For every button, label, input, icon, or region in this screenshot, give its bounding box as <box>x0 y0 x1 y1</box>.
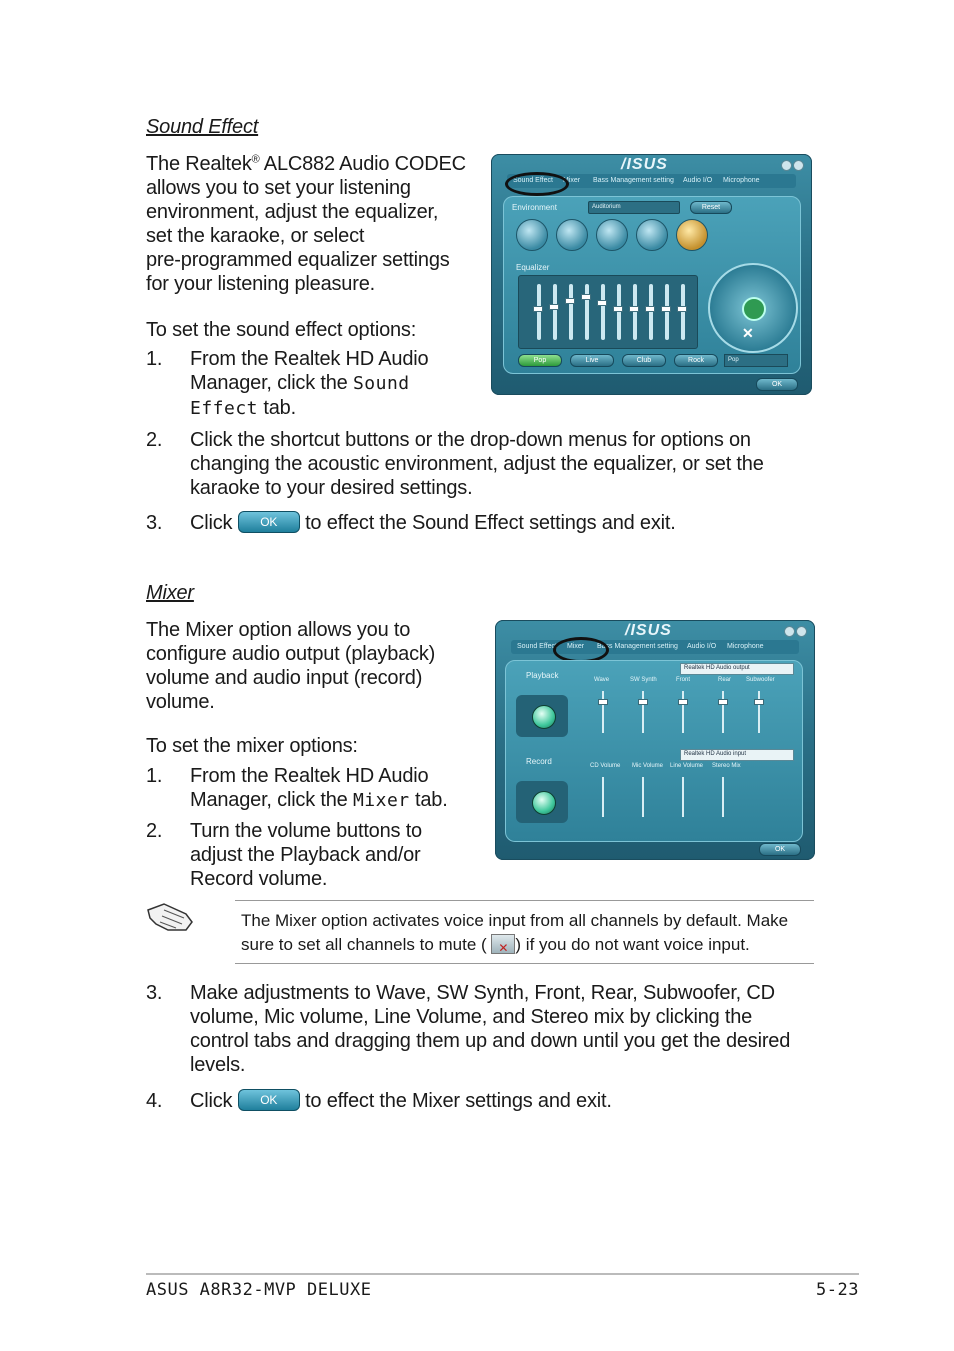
equalizer-panel <box>518 275 698 349</box>
mixer-step3-line: volume, Mic volume, Line Volume, and Stereo mix by clicking the <box>190 1006 753 1028</box>
environment-icon <box>556 219 588 251</box>
mixer-intro-line: The Mixer option allows you to <box>146 619 411 641</box>
note-line-2-prefix: sure to set all channels to mute ( <box>241 935 487 954</box>
asus-logo: /ISUS <box>625 622 672 639</box>
eq-knob <box>677 306 687 312</box>
eq-knob <box>597 300 607 306</box>
fader <box>758 691 760 733</box>
mixer-step3-line: levels. <box>190 1054 246 1076</box>
note-box <box>235 900 814 964</box>
channel-sw-synth: SW Synth <box>630 677 657 683</box>
eq-knob <box>661 306 671 312</box>
channel-wave: Wave <box>594 677 610 683</box>
step4-suffix: to effect the Mixer settings and exit. <box>305 1090 612 1112</box>
eq-knob <box>581 294 591 300</box>
environment-icon <box>596 219 628 251</box>
preset-club-button: Club <box>622 354 666 367</box>
mixer-step2-line: Turn the volume buttons to <box>190 820 422 842</box>
preset-dropdown <box>724 354 788 367</box>
channel-cd-volume: CD Volume <box>590 763 621 769</box>
fader-knob <box>718 699 728 705</box>
sound-effect-screenshot <box>491 154 812 395</box>
fader-knob <box>598 699 608 705</box>
fader-knob <box>638 699 648 705</box>
minimize-icon <box>781 160 792 171</box>
record-volume-knob <box>532 791 556 815</box>
sound-effect-step-3 <box>0 511 954 537</box>
channel-rear: Rear <box>718 677 732 683</box>
tab-audio-io: Audio I/O <box>687 643 717 650</box>
intro-prefix: The Realtek <box>146 153 252 175</box>
environment-label: Environment <box>512 203 557 212</box>
step1-line2: Manager, click the <box>190 372 353 394</box>
note-text <box>241 909 788 957</box>
step3-prefix: Click <box>190 512 233 534</box>
eq-slider <box>537 284 541 340</box>
karaoke-dial <box>708 263 798 353</box>
ok-button-image: OK <box>238 511 300 533</box>
fader <box>682 691 684 733</box>
playback-label: Playback <box>526 671 559 680</box>
fader-knob <box>754 699 764 705</box>
step-number: 1. <box>146 765 163 787</box>
tab-mixer: Mixer <box>567 643 585 650</box>
minimize-icon <box>784 626 795 637</box>
mixer-set-options: To set the mixer options: <box>146 735 358 757</box>
playback-device-dropdown <box>680 663 794 675</box>
tab-sound-effect: Sound Effect <box>517 643 557 650</box>
asus-logo: /ISUS <box>621 156 668 173</box>
fader <box>642 777 644 817</box>
page-number: 5-23 <box>816 1280 859 1300</box>
tab-mixer: Mixer <box>563 177 581 184</box>
eq-knob <box>645 306 655 312</box>
eq-slider <box>681 284 685 340</box>
environment-icon <box>636 219 668 251</box>
channel-front: Front <box>676 677 691 683</box>
step2-line: Click the shortcut buttons or the drop-down menus for options on <box>190 429 751 451</box>
mixer-step-3 <box>0 981 954 1081</box>
fader <box>602 691 604 733</box>
equalizer-label: Equalizer <box>516 263 550 272</box>
intro-line-3: set the karaoke, or select <box>146 225 365 247</box>
record-device-dropdown <box>680 749 794 761</box>
mixer-step1-line1: From the Realtek HD Audio <box>190 765 429 787</box>
mixer-step3-line: control tabs and dragging them up and down until you get the desired <box>190 1030 791 1052</box>
eq-knob <box>629 306 639 312</box>
preset-live-button: Live <box>570 354 614 367</box>
record-knob-box <box>516 781 568 823</box>
step-number: 3. <box>146 982 163 1004</box>
fader <box>642 691 644 733</box>
tab-audio-io: Audio I/O <box>683 177 713 184</box>
intro-line-0: ALC882 Audio CODEC <box>259 153 466 175</box>
fader <box>722 777 724 817</box>
preset-rock-button: Rock <box>674 354 718 367</box>
eq-knob <box>549 304 559 310</box>
sound-keyword: Sound <box>352 373 410 394</box>
settings-panel <box>503 196 801 374</box>
playback-knob-box <box>516 695 568 737</box>
step3-suffix: to effect the Sound Effect settings and exit. <box>305 512 676 534</box>
step2-line: karaoke to your desired settings. <box>190 477 473 499</box>
mixer-panel <box>505 660 803 842</box>
tab-microphone: Microphone <box>727 643 764 650</box>
footer-title: ASUS A8R32-MVP DELUXE <box>146 1280 372 1300</box>
eq-slider <box>617 284 621 340</box>
reset-button: Reset <box>690 201 732 214</box>
power-icon <box>742 297 766 321</box>
step-number: 1. <box>146 348 163 370</box>
step1-line1: From the Realtek HD Audio <box>190 348 429 370</box>
sound-effect-step-2 <box>0 428 954 502</box>
mixer-step2-line: Record volume. <box>190 868 328 890</box>
eq-slider <box>553 284 557 340</box>
step-number: 4. <box>146 1090 163 1112</box>
mixer-intro-line: configure audio output (playback) <box>146 643 436 665</box>
environment-dropdown <box>588 201 680 214</box>
tab-bass: Bass Management setting <box>597 643 678 650</box>
eq-knob <box>613 306 623 312</box>
mixer-step1-suffix: tab. <box>409 789 448 811</box>
playback-volume-knob <box>532 705 556 729</box>
mixer-step1-prefix: Manager, click the <box>190 789 353 811</box>
tab-sound-effect: Sound Effect <box>513 177 553 184</box>
fader-knob <box>678 699 688 705</box>
close-icon <box>793 160 804 171</box>
channel-line-volume: Line Volume <box>670 763 704 769</box>
tab-microphone: Microphone <box>723 177 760 184</box>
channel-subwoofer: Subwoofer <box>746 677 775 683</box>
channel-mic-volume: Mic Volume <box>632 763 664 769</box>
preset-dropdown-value: Pop <box>728 357 739 363</box>
record-label: Record <box>526 757 552 766</box>
step4-prefix: Click <box>190 1090 233 1112</box>
mixer-step2-line: adjust the Playback and/or <box>190 844 421 866</box>
eq-slider <box>649 284 653 340</box>
eq-slider <box>601 284 605 340</box>
highlight-ring <box>505 172 569 196</box>
mixer-step-2 <box>0 819 480 893</box>
note-hand-icon <box>146 900 194 934</box>
environment-value: Auditorium <box>592 204 621 210</box>
fader <box>682 777 684 817</box>
mixer-intro-line: volume. <box>146 691 215 713</box>
sound-effect-intro <box>146 152 466 296</box>
record-device-value: Realtek HD Audio input <box>684 751 747 757</box>
mixer-intro-line: volume and audio input (record) <box>146 667 423 689</box>
intro-line-1: allows you to set your listening <box>146 177 411 199</box>
step2-line: changing the acoustic environment, adjust the equalizer, or set the <box>190 453 764 475</box>
intro-line-5: for your listening pleasure. <box>146 273 375 295</box>
eq-slider <box>665 284 669 340</box>
eq-knob <box>533 306 543 312</box>
close-icon <box>796 626 807 637</box>
effect-keyword: Effect <box>190 398 259 419</box>
mixer-step-1 <box>0 764 480 816</box>
step-number: 2. <box>146 429 163 451</box>
close-icon: ✕ <box>742 325 754 341</box>
intro-line-2: environment, adjust the equalizer, <box>146 201 439 223</box>
playback-device-value: Realtek HD Audio output <box>684 665 750 671</box>
mute-icon <box>491 934 515 954</box>
ok-button: OK <box>759 843 801 856</box>
sound-effect-set-options: To set the sound effect options: <box>146 319 417 341</box>
ok-button: OK <box>756 378 798 391</box>
eq-slider <box>569 284 573 340</box>
mixer-step3-line: Make adjustments to Wave, SW Synth, Front, Rear, Subwoofer, CD <box>190 982 775 1004</box>
mixer-heading: Mixer <box>146 582 194 604</box>
channel-stereo-mix: Stereo Mix <box>712 763 741 769</box>
note-line-1: The Mixer option activates voice input from all channels by default. Make <box>241 911 789 930</box>
fader <box>722 691 724 733</box>
environment-icon <box>516 219 548 251</box>
eq-slider <box>633 284 637 340</box>
step1-suffix: tab. <box>258 397 296 419</box>
ok-button-image: OK <box>238 1089 300 1111</box>
intro-line-4: pre-programmed equalizer settings <box>146 249 450 271</box>
preset-pop-button: Pop <box>518 354 562 367</box>
fader <box>602 777 604 817</box>
eq-slider <box>585 284 589 340</box>
note-line-2-suffix: ) if you do not want voice input. <box>515 935 750 954</box>
mixer-intro <box>146 618 435 714</box>
sound-effect-heading: Sound Effect <box>146 116 259 138</box>
tab-bass: Bass Management setting <box>593 177 674 184</box>
environment-icon <box>676 219 708 251</box>
footer-rule <box>146 1273 859 1275</box>
mixer-keyword: Mixer <box>352 790 410 811</box>
registered-mark: ® <box>251 153 260 166</box>
step-number: 2. <box>146 820 163 842</box>
mixer-screenshot <box>495 620 815 860</box>
step-number: 3. <box>146 512 163 534</box>
eq-knob <box>565 298 575 304</box>
mixer-step-4 <box>0 1089 954 1115</box>
